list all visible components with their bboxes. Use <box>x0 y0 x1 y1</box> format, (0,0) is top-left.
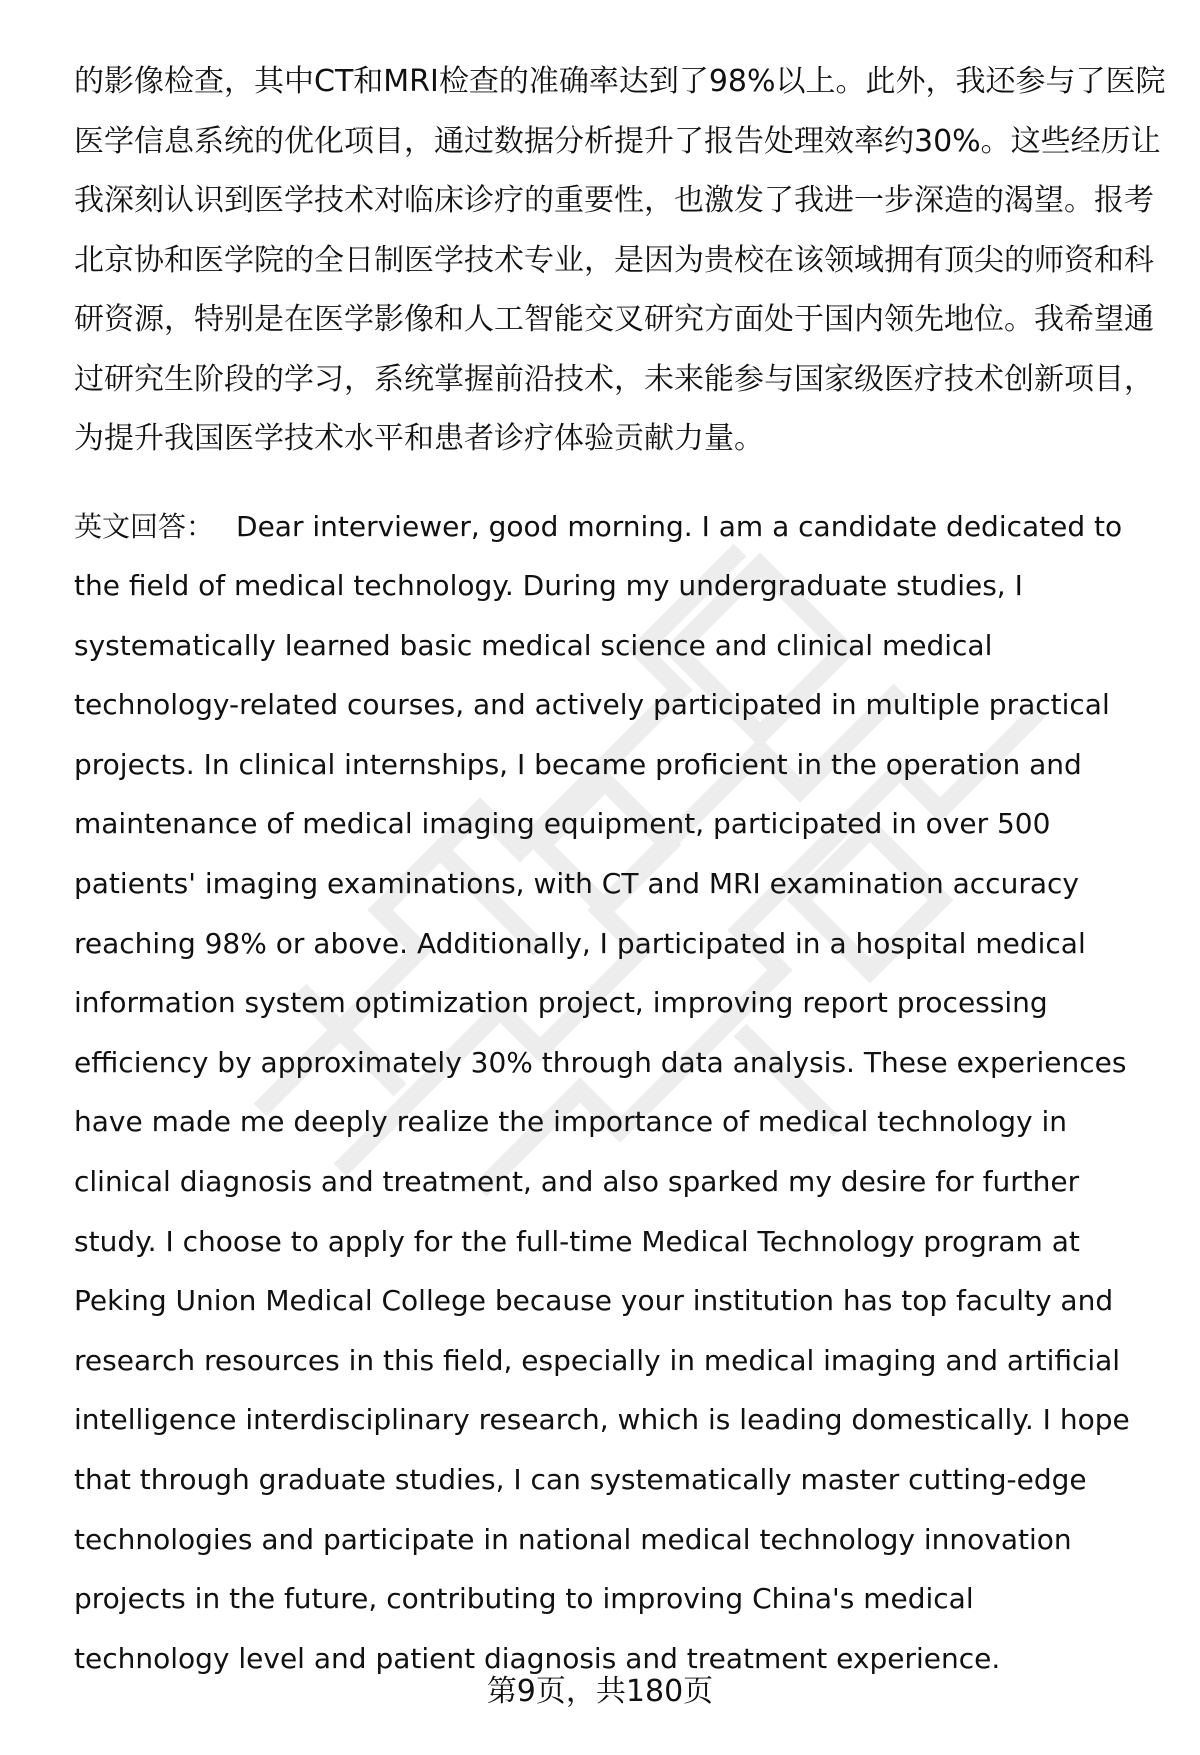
english-answer-line: projects. In clinical internships, I became proficient in the operation and <box>74 747 1082 781</box>
english-answer-line: information system optimization project, improving report processing <box>74 986 1048 1020</box>
english-answer-line: efficiency by approximately 30% through data analysis. These experiences <box>74 1045 1127 1079</box>
english-answer-line: technology level and patient diagnosis and treatment experience. <box>74 1641 1001 1675</box>
english-answer-line: reaching 98% or above. Additionally, I participated in a hospital medical <box>74 926 1086 960</box>
english-answer-line: technologies and participate in national medical technology innovation <box>74 1522 1072 1556</box>
chinese-answer-line: 研资源，特别是在医学影像和人工智能交叉研究方面处于国内领先地位。我希望通 <box>74 302 1154 337</box>
english-answer-line: systematically learned basic medical science and clinical medical <box>74 628 993 662</box>
english-answer-line: research resources in this field, especially in medical imaging and artificial <box>74 1343 1121 1377</box>
english-answer-text: Dear interviewer, good morning. I am a candidate dedicated to <box>236 509 1123 543</box>
english-answer-line: clinical diagnosis and treatment, and also sparked my desire for further <box>74 1165 1080 1199</box>
chinese-answer-line: 我深刻认识到医学技术对临床诊疗的重要性，也激发了我进一步深造的渴望。报考 <box>74 183 1154 218</box>
english-answer-line <box>74 497 1154 557</box>
english-answer-label: 英文回答： <box>74 509 215 543</box>
english-answer-line: the field of medical technology. During my undergraduate studies, I <box>74 569 1023 603</box>
english-answer-line: Peking Union Medical College because your institution has top faculty and <box>74 1284 1114 1318</box>
english-answer-line: intelligence interdisciplinary research, which is leading domestically. I hope <box>74 1403 1130 1437</box>
english-answer-line: that through graduate studies, I can systematically master cutting-edge <box>74 1463 1087 1496</box>
english-answer-line: study. I choose to apply for the full-time Medical Technology program at <box>74 1224 1080 1258</box>
english-answer-line: patients' imaging examinations, with CT and MRI examination accuracy <box>74 867 1079 901</box>
content-area <box>74 52 1166 1688</box>
chinese-answer-line: 北京协和医学院的全日制医学技术专业，是因为贵校在该领域拥有顶尖的师资和科 <box>74 242 1154 278</box>
english-answer-line: maintenance of medical imaging equipment, participated in over 500 <box>74 807 1051 841</box>
english-answer-line: have made me deeply realize the importance of medical technology in <box>74 1105 1068 1139</box>
chinese-answer-line: 过研究生阶段的学习，系统掌握前沿技术，未来能参与国家级医疗技术创新项目， <box>74 361 1154 397</box>
chinese-answer-line: 为提升我国医学技术水平和患者诊疗体验贡献力量。 <box>74 421 764 456</box>
english-answer-line: projects in the future, contributing to improving China's medical <box>74 1582 974 1616</box>
english-answer-paragraph <box>74 497 1154 1689</box>
chinese-answer-line: 医学信息系统的优化项目，通过数据分析提升了报告处理效率约30%。这些经历让 <box>74 123 1161 159</box>
chinese-answer-paragraph <box>74 52 1166 469</box>
page-number-footer: 第9页，共180页 <box>486 1674 714 1709</box>
chinese-answer-line: 的影像检查，其中CT和MRI检查的准确率达到了98%以上。此外，我还参与了医院 <box>74 64 1166 99</box>
english-answer-line: technology-related courses, and actively participated in multiple practical <box>74 688 1110 722</box>
